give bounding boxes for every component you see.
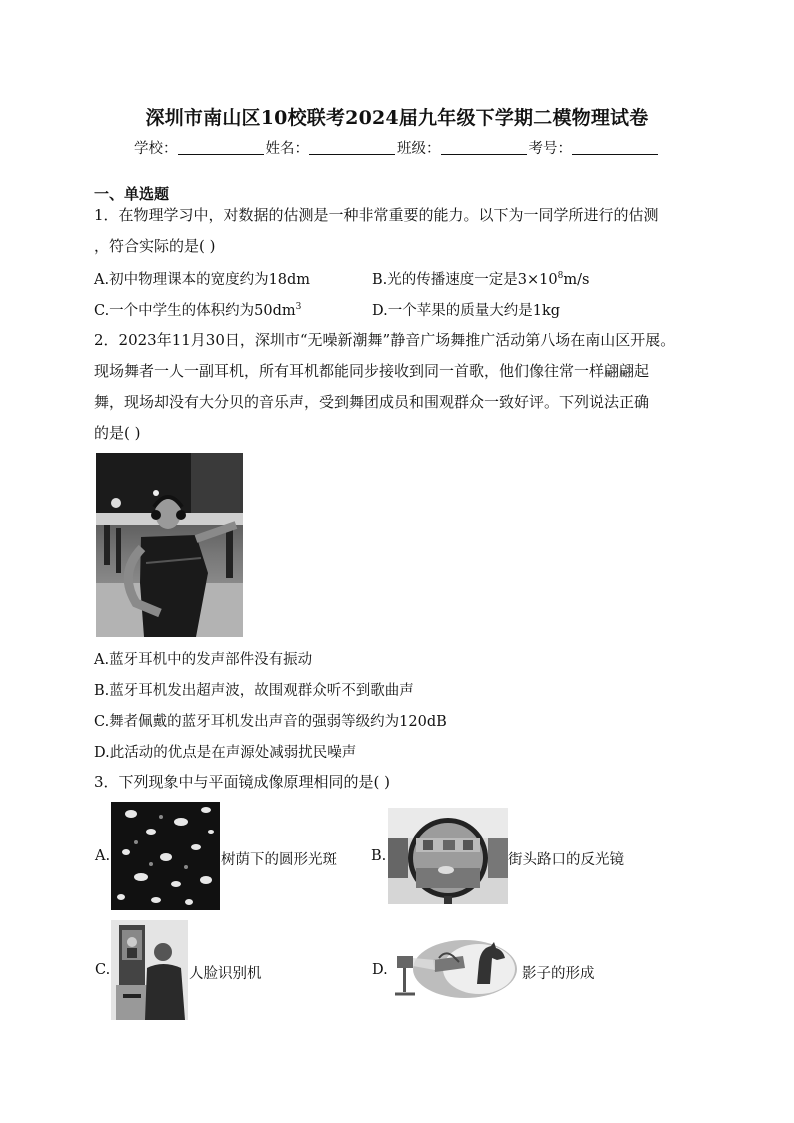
q2-option-d[interactable]: D.此活动的优点是在声源处减弱扰民噪声 [94, 745, 357, 761]
q2-option-b[interactable]: B.蓝牙耳机发出超声波，故围观群众听不到歌曲声 [94, 683, 414, 699]
q3-option-b-letter[interactable]: B. [371, 848, 387, 864]
q1-option-c-exponent: 3 [295, 302, 302, 312]
class-label: 班级： [397, 141, 441, 157]
dancer-headphones-photo [96, 453, 243, 637]
number-label: 考号： [528, 141, 572, 157]
q1-option-c-text: C.一个中学生的体积约为50dm [94, 303, 296, 319]
q2-stem-line3: 舞，现场却没有大分贝的音乐声，受到舞团成员和围观群众一致好评。下列说法正确 [94, 393, 650, 411]
q3-option-c-text[interactable]: 人脸识别机 [189, 966, 262, 982]
q1-stem-line1: 1．在物理学习中，对数据的估测是一种非常重要的能力。以下为一同学所进行的估测 [94, 206, 659, 224]
q1-option-b-exponent: 8 [557, 271, 564, 281]
q2-stem-line1: 2．2023年11月30日，深圳市“无噪新潮舞”静音广场舞推广活动第八场在南山区开展。 [94, 331, 676, 349]
q3-option-c-letter[interactable]: C. [95, 962, 111, 978]
q2-option-c[interactable]: C.舞者佩戴的蓝牙耳机发出声音的强弱等级约为120dB [94, 714, 447, 730]
face-recognition-machine-photo [111, 920, 188, 1020]
q2-stem-line2: 现场舞者一人一副耳机，所有耳机都能同步接收到同一首歌，他们像往常一样翩翩起 [94, 362, 650, 380]
q1-stem-line2: ，符合实际的是( ) [94, 237, 216, 255]
q3-stem: 3．下列现象中与平面镜成像原理相同的是( ) [94, 773, 391, 791]
tree-shade-light-spots-photo [111, 802, 220, 910]
street-convex-mirror-photo [388, 808, 508, 904]
school-label: 学校： [134, 141, 178, 157]
number-blank[interactable] [572, 140, 658, 155]
q2-option-a[interactable]: A.蓝牙耳机中的发声部件没有振动 [94, 652, 313, 668]
student-info-row [0, 137, 794, 158]
q1-option-c[interactable] [94, 299, 301, 320]
q3-option-d-letter[interactable]: D. [372, 962, 388, 978]
hand-shadow-illustration [393, 938, 518, 1000]
q1-option-b-unit: m/s [563, 272, 590, 288]
name-label: 姓名： [265, 141, 309, 157]
q3-option-d-text[interactable]: 影子的形成 [522, 966, 595, 982]
q1-option-d[interactable]: D.一个苹果的质量大约是1kg [372, 303, 561, 319]
q1-option-b-text: B.光的传播速度一定是3×10 [372, 272, 558, 288]
q1-option-b[interactable] [372, 268, 589, 289]
name-blank[interactable] [309, 140, 395, 155]
q3-option-a-letter[interactable]: A. [95, 848, 111, 864]
q3-option-a-text[interactable]: 树荫下的圆形光斑 [221, 852, 337, 868]
class-blank[interactable] [441, 140, 527, 155]
q3-option-b-text[interactable]: 街头路口的反光镜 [508, 852, 624, 868]
section-heading: 一、单选题 [94, 185, 170, 203]
q2-stem-line4: 的是( ) [94, 424, 141, 442]
q1-option-a[interactable]: A.初中物理课本的宽度约为18dm [94, 272, 311, 288]
page-title: 深圳市南山区10校联考2024届九年级下学期二模物理试卷 [145, 107, 649, 129]
school-blank[interactable] [178, 140, 264, 155]
